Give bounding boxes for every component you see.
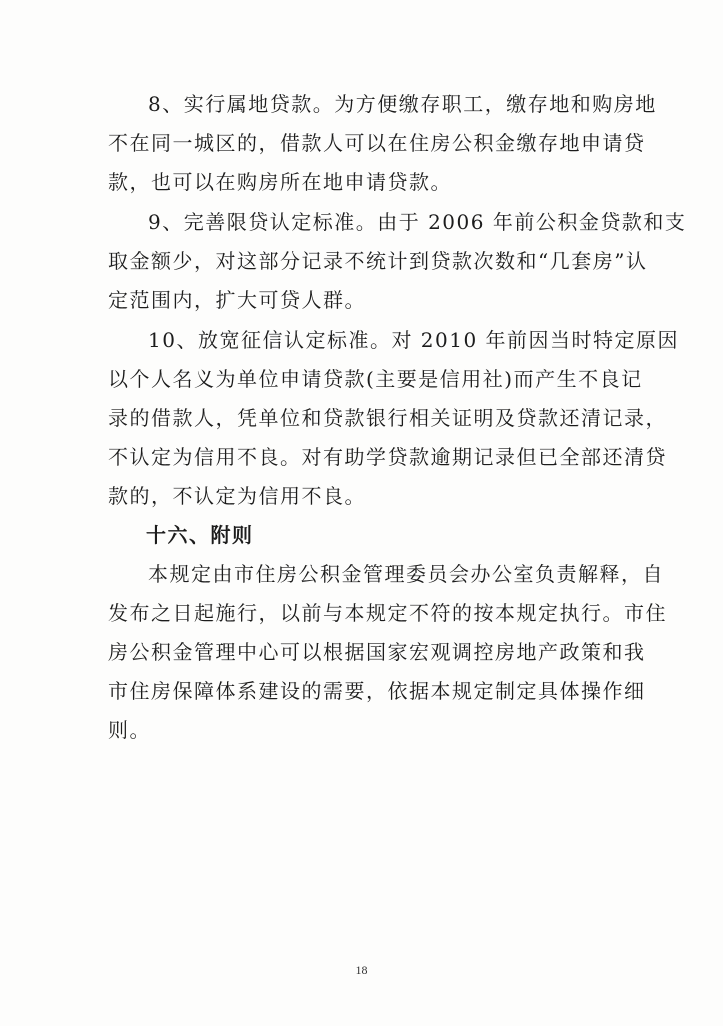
paragraph-9-line-2: 取金额少，对这部分记录不统计到贷款次数和“几套房”认 [108, 249, 648, 273]
page-number: 18 [355, 963, 368, 977]
paragraph-9-line-3: 定范围内，扩大可贷人群。 [108, 288, 366, 312]
paragraph-10-line-1: 10、放宽征信认定标准。对 2010 年前因当时特定原因 [148, 328, 680, 352]
appendix-line-1: 本规定由市住房公积金管理委员会办公室负责解释，自 [148, 562, 664, 586]
paragraph-10-line-3: 录的借款人，凭单位和贷款银行相关证明及贷款还清记录， [108, 406, 667, 430]
appendix-line-4: 市住房保障体系建设的需要，依据本规定制定具体操作细 [108, 679, 646, 703]
appendix-line-3: 房公积金管理中心可以根据国家宏观调控房地产政策和我 [108, 640, 646, 664]
appendix-line-5: 则。 [108, 718, 151, 742]
paragraph-8-line-2: 不在同一城区的，借款人可以在住房公积金缴存地申请贷 [108, 131, 646, 155]
paragraph-10-line-5: 款的，不认定为信用不良。 [108, 484, 366, 508]
paragraph-8-line-3: 款，也可以在购房所在地申请贷款。 [108, 170, 452, 194]
paragraph-9-line-1: 9、完善限贷认定标准。由于 2006 年前公积金贷款和支 [148, 210, 687, 234]
paragraph-8-line-1: 8、实行属地贷款。为方便缴存职工，缴存地和购房地 [148, 92, 657, 116]
section-heading-appendix: 十六、附则 [146, 523, 254, 547]
paragraph-10-line-4: 不认定为信用不良。对有助学贷款逾期记录但已全部还清贷 [108, 445, 667, 469]
appendix-line-2: 发布之日起施行，以前与本规定不符的按本规定执行。市住 [108, 601, 667, 625]
paragraph-10-line-2: 以个人名义为单位申请贷款(主要是信用社)而产生不良记 [108, 367, 643, 391]
